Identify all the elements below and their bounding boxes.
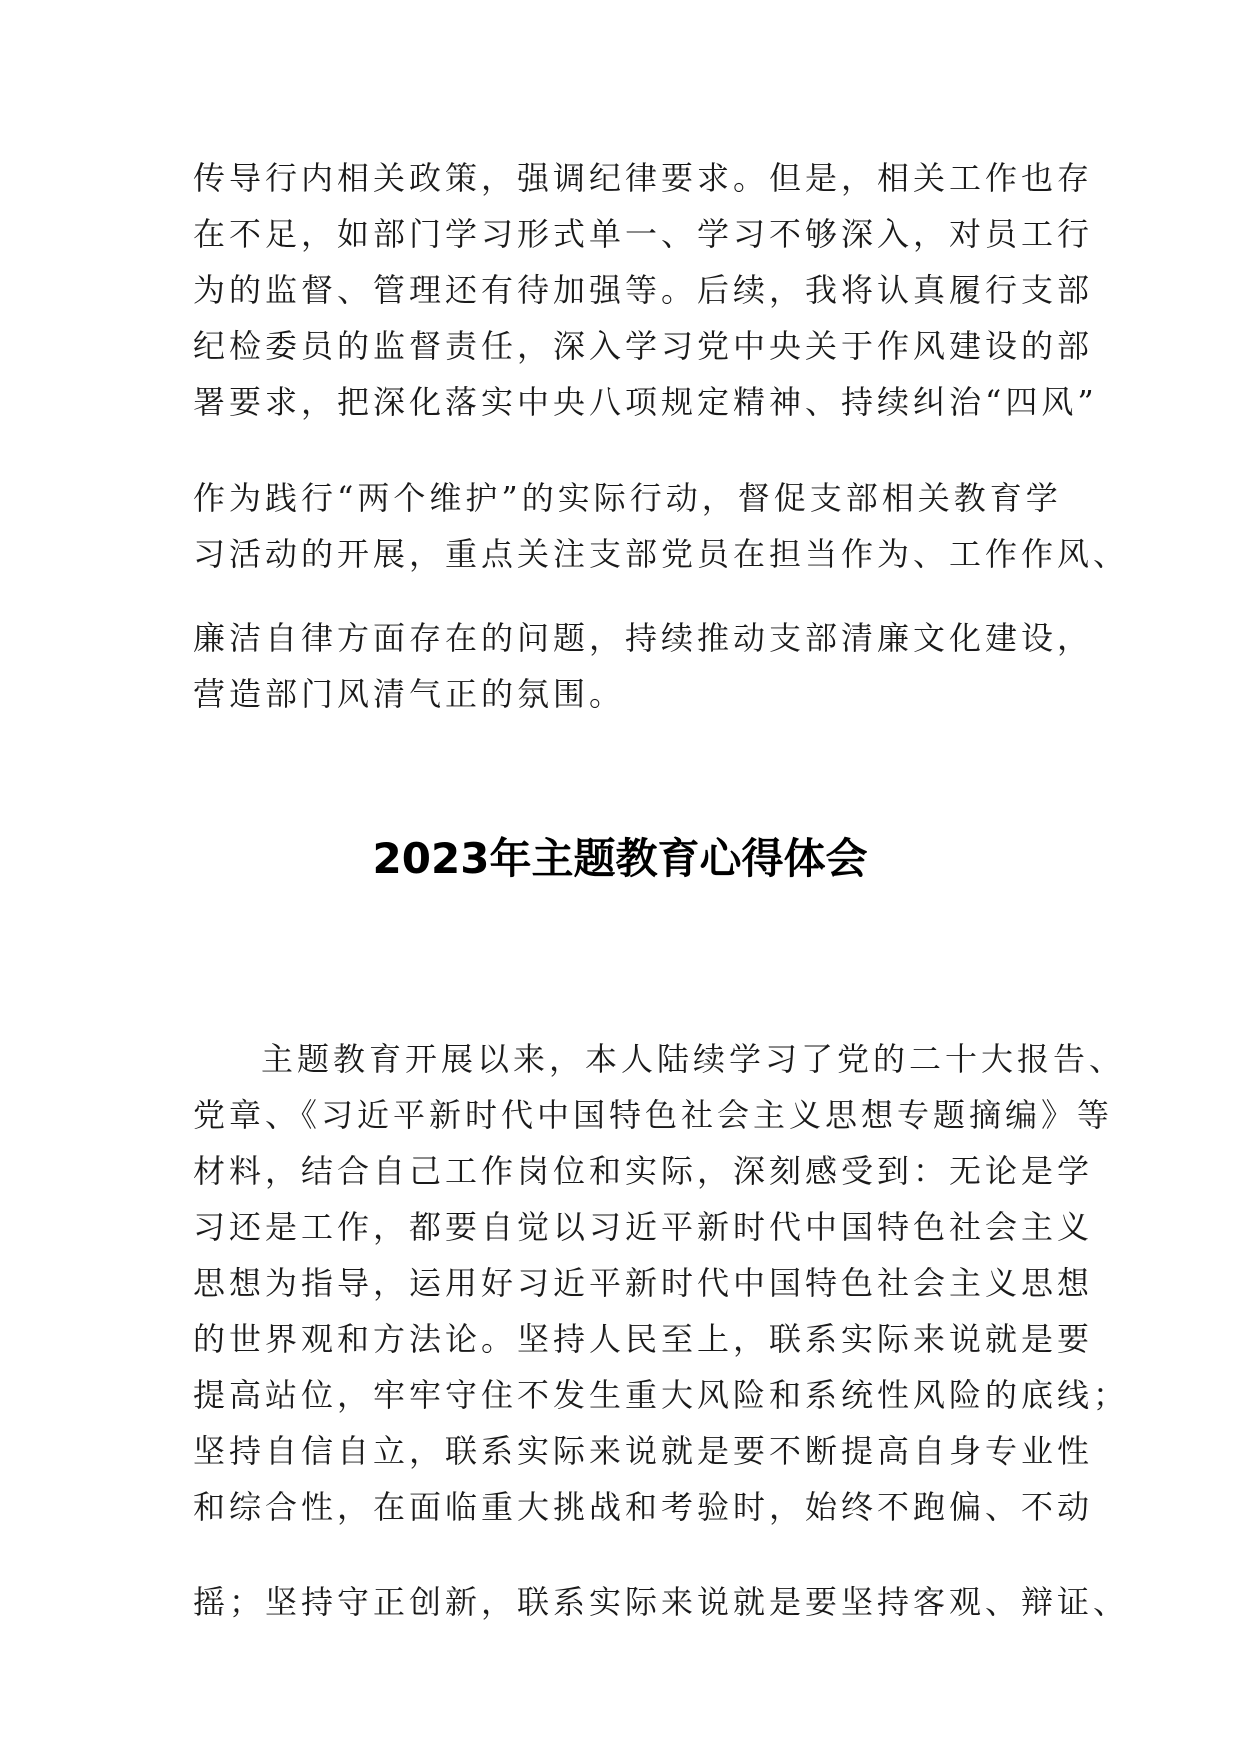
text-line: 的世界观和方法论。坚持人民至上，联系实际来说就是要 — [193, 1320, 1094, 1358]
text-line: 作为践行“两个维护”的实际行动，督促支部相关教育学 — [193, 479, 1062, 517]
text-line: 在不足，如部门学习形式单一、学习不够深入，对员工行 — [193, 215, 1094, 253]
text-line: 主题教育开展以来，本人陆续学习了党的二十大报告、 — [261, 1040, 1126, 1078]
text-line: 党章、《习近平新时代中国特色社会主义思想专题摘编》等 — [193, 1096, 1114, 1134]
text-line: 为的监督、管理还有待加强等。后续，我将认真履行支部 — [193, 271, 1094, 309]
text-line: 提高站位，牢牢守住不发生重大风险和系统性风险的底线； — [193, 1376, 1130, 1414]
text-line: 思想为指导，运用好习近平新时代中国特色社会主义思想 — [193, 1264, 1094, 1302]
text-line: 廉洁自律方面存在的问题，持续推动支部清廉文化建设， — [193, 619, 1094, 657]
text-line: 传导行内相关政策，强调纪律要求。但是，相关工作也存 — [193, 159, 1094, 197]
text-line: 习活动的开展，重点关注支部党员在担当作为、工作作风、 — [193, 535, 1130, 573]
text-line: 营造部门风清气正的氛围。 — [193, 675, 626, 713]
text-line: 和综合性，在面临重大挑战和考验时，始终不跑偏、不动 — [193, 1488, 1094, 1526]
text-line: 纪检委员的监督责任，深入学习党中央关于作风建设的部 — [193, 327, 1094, 365]
document-title: 2023年主题教育心得体会 — [372, 834, 868, 883]
text-line: 习还是工作，都要自觉以习近平新时代中国特色社会主义 — [193, 1208, 1094, 1246]
text-line: 署要求，把深化落实中央八项规定精神、持续纠治“四风” — [193, 383, 1098, 421]
text-line: 坚持自信自立，联系实际来说就是要不断提高自身专业性 — [193, 1432, 1094, 1470]
text-line: 摇；坚持守正创新，联系实际来说就是要坚持客观、辩证、 — [193, 1583, 1130, 1621]
text-line: 材料，结合自己工作岗位和实际，深刻感受到：无论是学 — [193, 1152, 1094, 1190]
